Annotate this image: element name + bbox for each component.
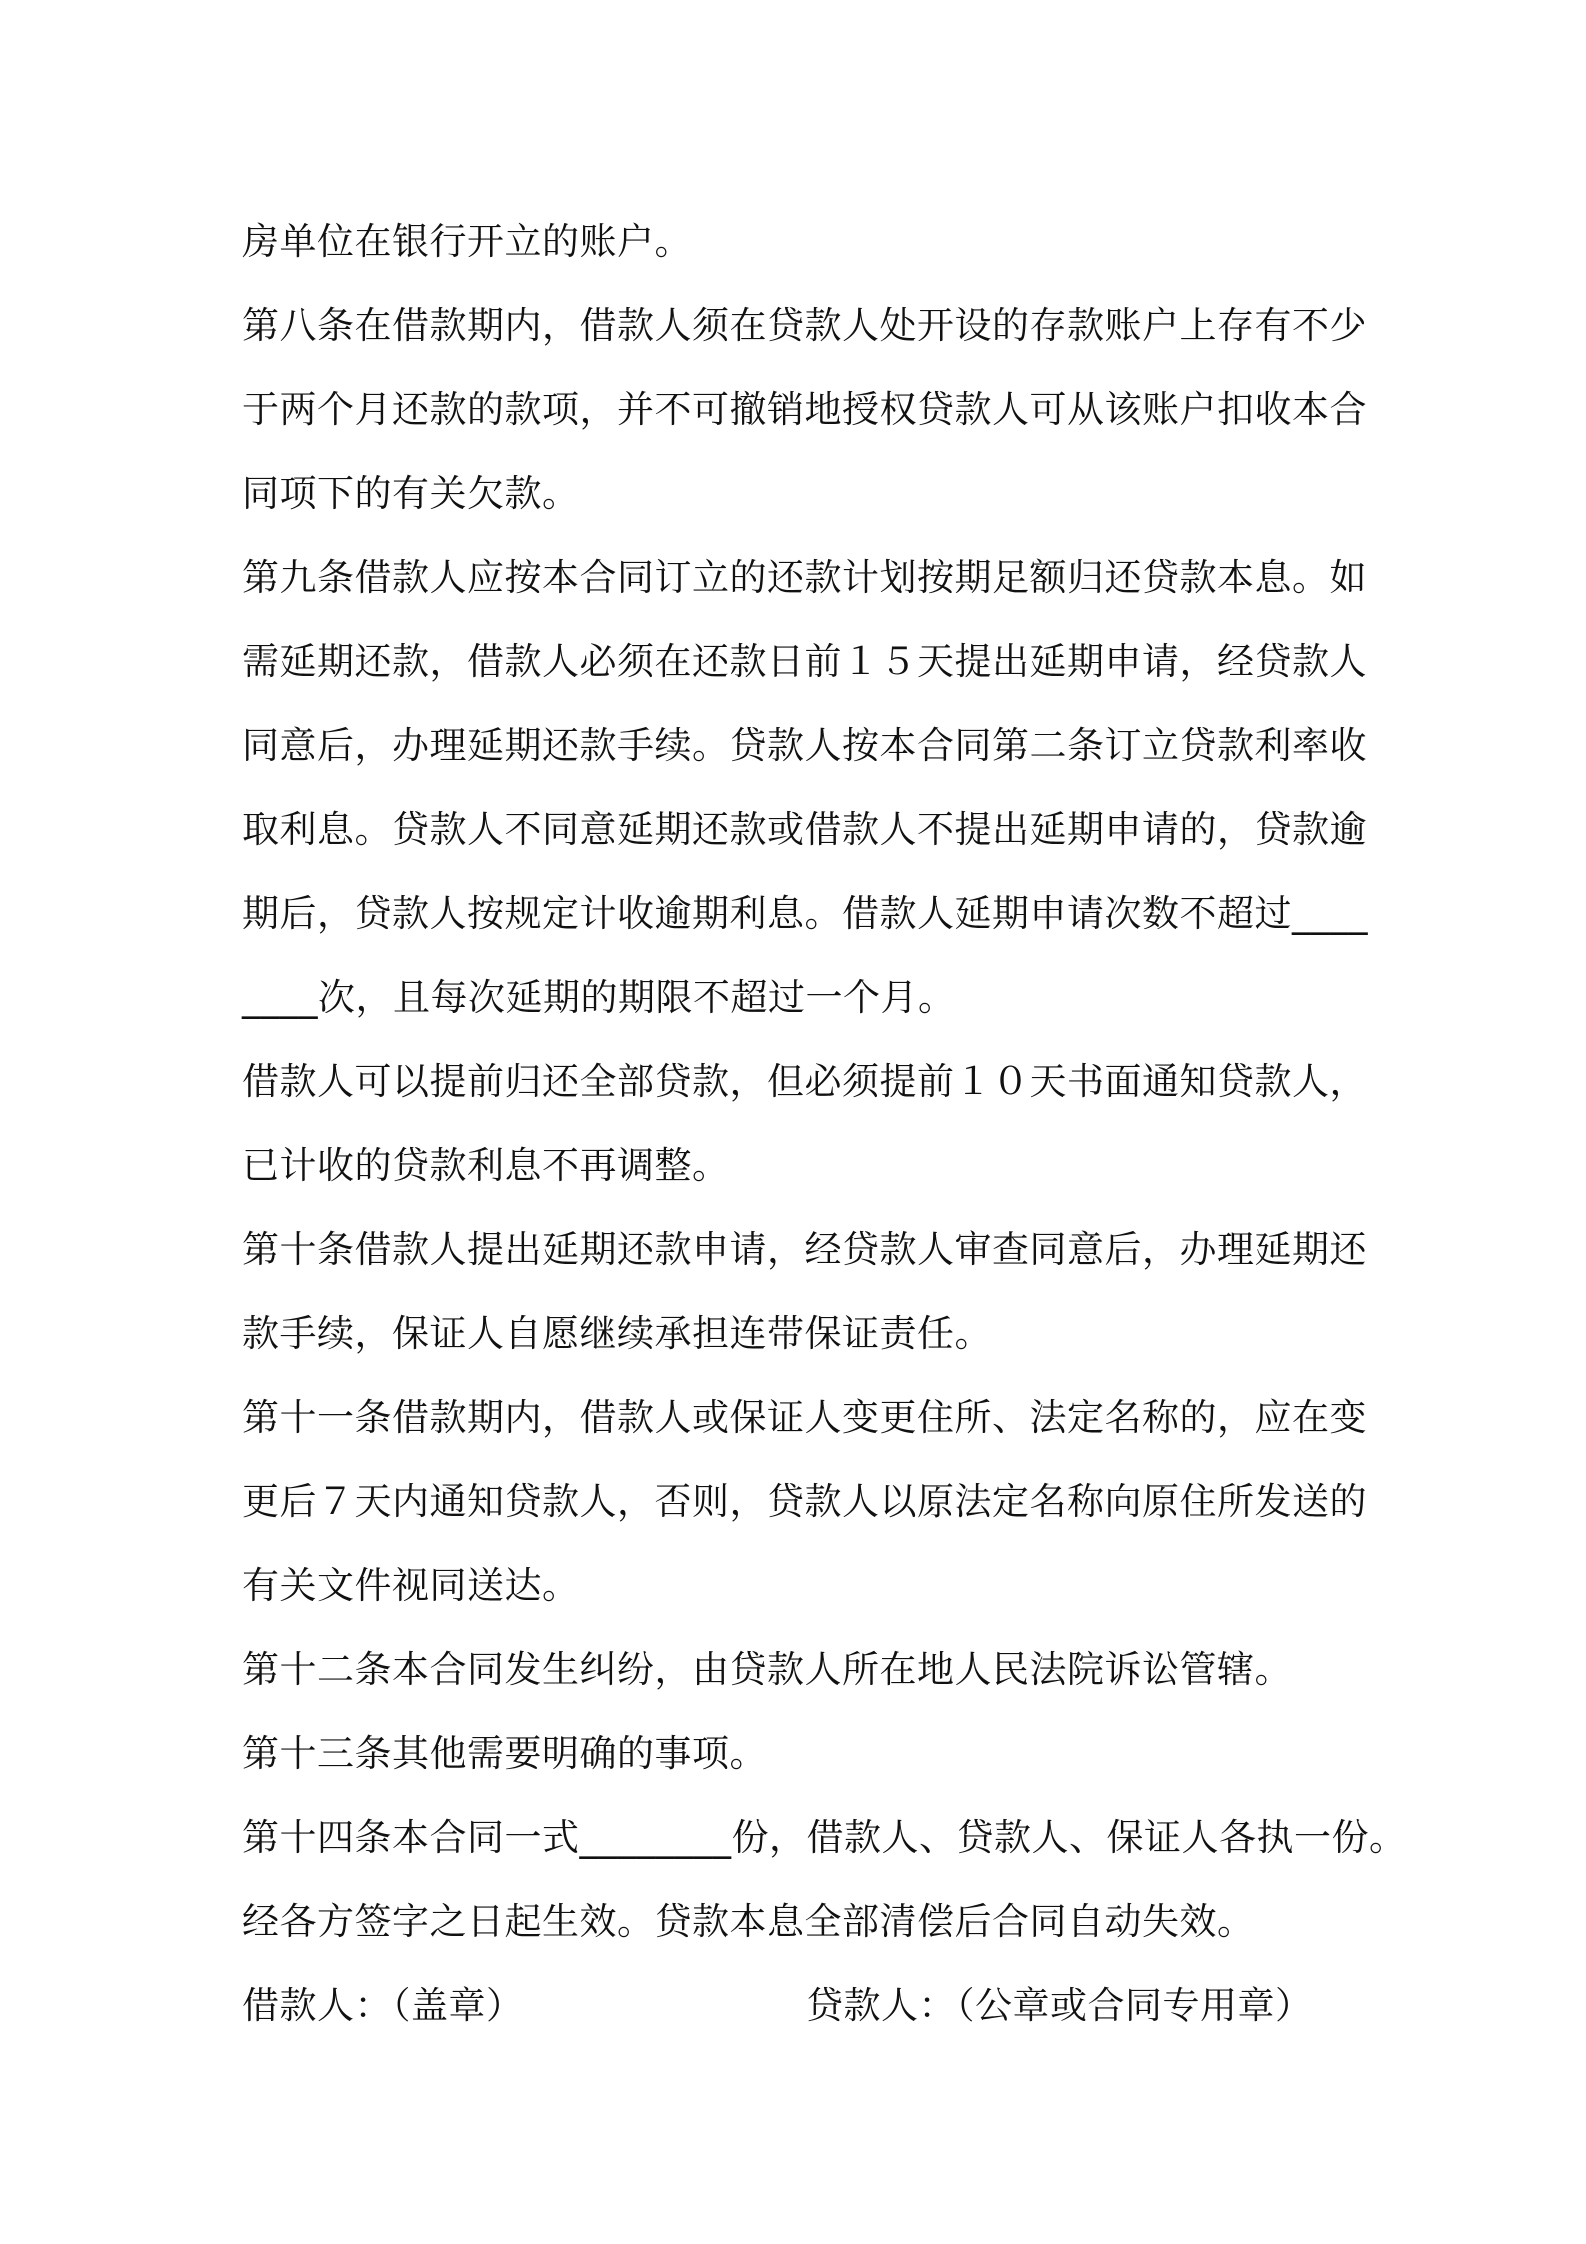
text-line: 借款人可以提前归还全部贷款，但必须提前１０天书面通知贷款人， [242,1060,1367,1103]
text-line: 经各方签字之日起生效。贷款本息全部清偿后合同自动失效。 [242,1900,1255,1943]
text-line: 第八条在借款期内，借款人须在贷款人处开设的存款账户上存有不少 [242,304,1367,347]
paragraph-article-11 [242,1376,1367,1628]
text-line: 房单位在银行开立的账户。 [242,220,692,263]
paragraph-article-14 [242,1796,1407,1964]
text-line: 第十一条借款期内，借款人或保证人变更住所、法定名称的，应在变 [242,1396,1367,1439]
paragraph-article-9 [242,536,1368,1040]
borrower-signature-label: 借款人：（盖章） [242,1984,524,2027]
text-line: 同项下的有关欠款。 [242,472,580,515]
paragraph-article-10 [242,1208,1367,1376]
text-line: ____次，且每次延期的期限不超过一个月。 [242,976,956,1019]
text-line: 第十三条其他需要明确的事项。 [242,1732,767,1775]
paragraph-article-9-prepay [242,1040,1367,1208]
text-line: 第十条借款人提出延期还款申请，经贷款人审查同意后，办理延期还 [242,1228,1367,1271]
text-line: 于两个月还款的款项，并不可撤销地授权贷款人可从该账户扣收本合 [242,388,1367,431]
paragraph-intro [242,200,1362,284]
text-line: 更后７天内通知贷款人，否则，贷款人以原法定名称向原住所发送的 [242,1480,1367,1523]
paragraph-article-13 [242,1712,1362,1796]
text-line: 有关文件视同送达。 [242,1564,580,1607]
lender-signature-label: 贷款人：（公章或合同专用章） [806,1984,1313,2027]
text-line: 第九条借款人应按本合同订立的还款计划按期足额归还贷款本息。如 [242,556,1367,599]
text-line: 同意后，办理延期还款手续。贷款人按本合同第二条订立贷款利率收 [242,724,1367,767]
paragraph-article-12 [242,1628,1362,1712]
document-page [242,200,1407,2048]
text-line: 第十四条本合同一式________份，借款人、贷款人、保证人各执一份。 [242,1816,1407,1859]
text-line: 取利息。贷款人不同意延期还款或借款人不提出延期申请的，贷款逾 [242,808,1367,851]
text-line: 需延期还款，借款人必须在还款日前１５天提出延期申请，经贷款人 [242,640,1367,683]
text-line: 期后，贷款人按规定计收逾期利息。借款人延期申请次数不超过____ [242,892,1368,935]
paragraph-article-8 [242,284,1367,536]
text-line: 已计收的贷款利息不再调整。 [242,1144,730,1187]
text-line: 款手续，保证人自愿继续承担连带保证责任。 [242,1312,992,1355]
text-line: 第十二条本合同发生纠纷，由贷款人所在地人民法院诉讼管辖。 [242,1648,1292,1691]
signature-row [242,1964,1362,2048]
